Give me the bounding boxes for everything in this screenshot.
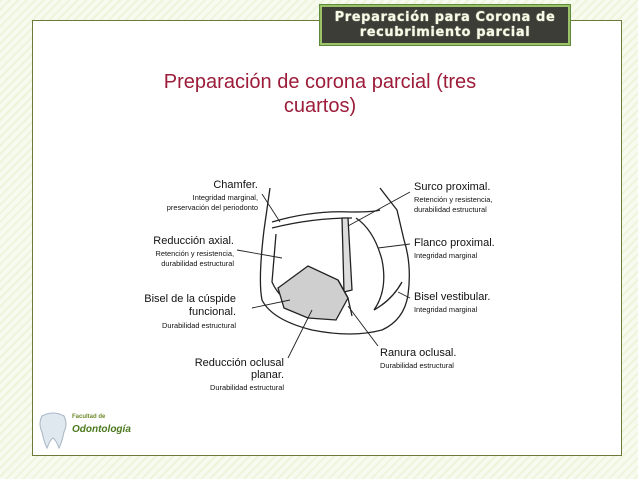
tooth-icon — [36, 410, 70, 450]
tooth-illustration — [260, 188, 409, 334]
label-axial-sub1: Retención y resistencia, — [155, 249, 234, 258]
faculty-logo — [36, 408, 156, 452]
label-chamfer-sub2: preservación del periodonto — [166, 203, 258, 212]
chamfer-line-inner — [272, 218, 352, 228]
label-ranura-sub: Durabilidad estructural — [380, 361, 454, 370]
heading-line2: cuartos) — [283, 95, 357, 117]
heading-line1: Preparación de corona parcial (tres — [163, 71, 477, 93]
label-bisel-vestibular-sub: Integridad marginal — [414, 305, 478, 314]
label-surco-sub2: durabilidad estructural — [414, 205, 487, 214]
occlusal-reduction — [278, 266, 348, 320]
label-bisel-cuspide-title2: funcional. — [188, 306, 236, 318]
left-labels — [144, 179, 284, 392]
label-bisel-cuspide-title1: Bisel de la cúspide — [144, 293, 236, 305]
slide-heading — [120, 70, 520, 118]
proximal-flank — [356, 218, 384, 310]
label-flanco-title: Flanco proximal. — [414, 237, 495, 249]
label-flanco-sub: Integridad marginal — [414, 251, 478, 260]
tooth-preparation-diagram — [112, 170, 522, 400]
chamfer-line — [272, 210, 380, 222]
label-chamfer-sub1: Integridad marginal, — [192, 193, 258, 202]
label-reduccion-oclusal-sub: Durabilidad estructural — [210, 383, 284, 392]
label-axial-title: Reducción axial. — [153, 235, 234, 247]
label-surco-sub1: Retención y resistencia, — [414, 195, 493, 204]
proximal-groove — [342, 218, 352, 292]
label-bisel-vestibular-title: Bisel vestibular. — [414, 291, 491, 303]
label-chamfer-title: Chamfer. — [213, 179, 258, 191]
label-reduccion-oclusal-title1: Reducción oclusal — [194, 357, 284, 369]
label-bisel-cuspide-sub: Durabilidad estructural — [162, 321, 236, 330]
slide-title — [335, 10, 556, 40]
slide-title-line2: recubrimiento parcial — [359, 25, 531, 40]
slide-title-line1: Preparación para Corona de — [334, 10, 556, 25]
label-surco-title: Surco proximal. — [414, 181, 491, 193]
label-axial-sub2: durabilidad estructural — [161, 259, 234, 268]
label-reduccion-oclusal-title2: planar. — [250, 369, 284, 381]
logo-line2: Odontología — [72, 424, 131, 435]
slide-title-box — [319, 4, 571, 46]
label-ranura-title: Ranura oclusal. — [380, 347, 457, 359]
logo-line1: Facultad de — [72, 414, 106, 420]
buccal-bevel — [374, 282, 402, 310]
